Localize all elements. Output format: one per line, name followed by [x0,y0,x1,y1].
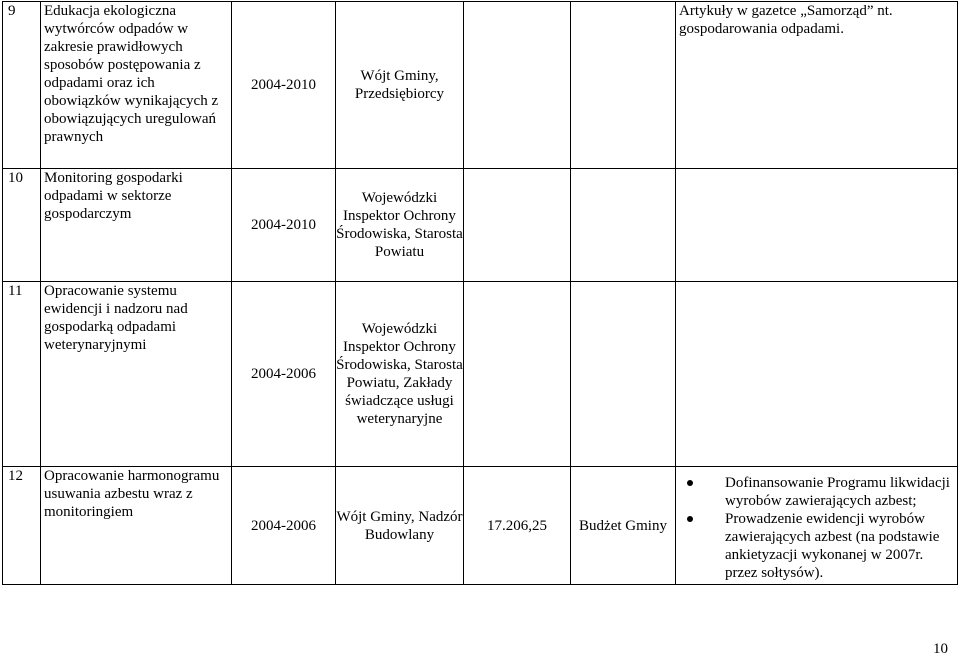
page-number: 10 [933,641,948,657]
cost-cell: 17.206,25 [464,467,571,585]
notes-cell [676,169,958,282]
bullet-icon [687,516,693,522]
table-row [3,169,958,282]
table-row [3,282,958,467]
cost-cell [464,282,571,467]
years-cell: 2004-2010 [232,169,336,282]
row-number: 10 [3,169,41,282]
notes-cell [676,467,958,585]
funding-cell [571,282,676,467]
list-item [679,510,957,582]
notes-cell: Artykuły w gazetce „Samorząd” nt. gospodarowania odpadami. [676,2,958,169]
measures-table [2,1,958,585]
table-row [3,2,958,169]
cost-cell [464,169,571,282]
notes-list [679,474,957,582]
task-cell: Monitoring gospodarki odpadami w sektorze gospodarczym [41,169,232,282]
responsible-cell: Wojewódzki Inspektor Ochrony Środowiska, Starosta Powiatu, Zakłady świadczące usługi weterynaryjne [336,282,464,467]
row-number: 12 [3,467,41,585]
years-cell: 2004-2010 [232,2,336,169]
responsible-cell: Wójt Gminy, Przedsiębiorcy [336,2,464,169]
years-cell: 2004-2006 [232,282,336,467]
list-item-text: Prowadzenie ewidencji wyrobów zawierających azbest (na podstawie ankietyzacji wykonanej w 2007r. przez sołtysów). [725,511,940,581]
task-cell: Opracowanie systemu ewidencji i nadzoru nad gospodarką odpadami weterynaryjnymi [41,282,232,467]
task-cell: Opracowanie harmonogramu usuwania azbestu wraz z monitoringiem [41,467,232,585]
cost-cell [464,2,571,169]
responsible-cell: Wojewódzki Inspektor Ochrony Środowiska, Starosta Powiatu [336,169,464,282]
list-item [679,474,957,510]
funding-cell [571,2,676,169]
funding-cell: Budżet Gminy [571,467,676,585]
task-cell: Edukacja ekologiczna wytwórców odpadów w zakresie prawidłowych sposobów postępowania z odpadami oraz ich obowiązków wynikających z obowiązujących uregulowań prawnych [41,2,232,169]
list-item-text: Dofinansowanie Programu likwidacji wyrobów zawierających azbest; [725,475,950,509]
notes-cell [676,282,958,467]
funding-cell [571,169,676,282]
row-number: 11 [3,282,41,467]
table-row [3,467,958,585]
row-number: 9 [3,2,41,169]
bullet-icon [687,480,693,486]
years-cell: 2004-2006 [232,467,336,585]
responsible-cell: Wójt Gminy, Nadzór Budowlany [336,467,464,585]
